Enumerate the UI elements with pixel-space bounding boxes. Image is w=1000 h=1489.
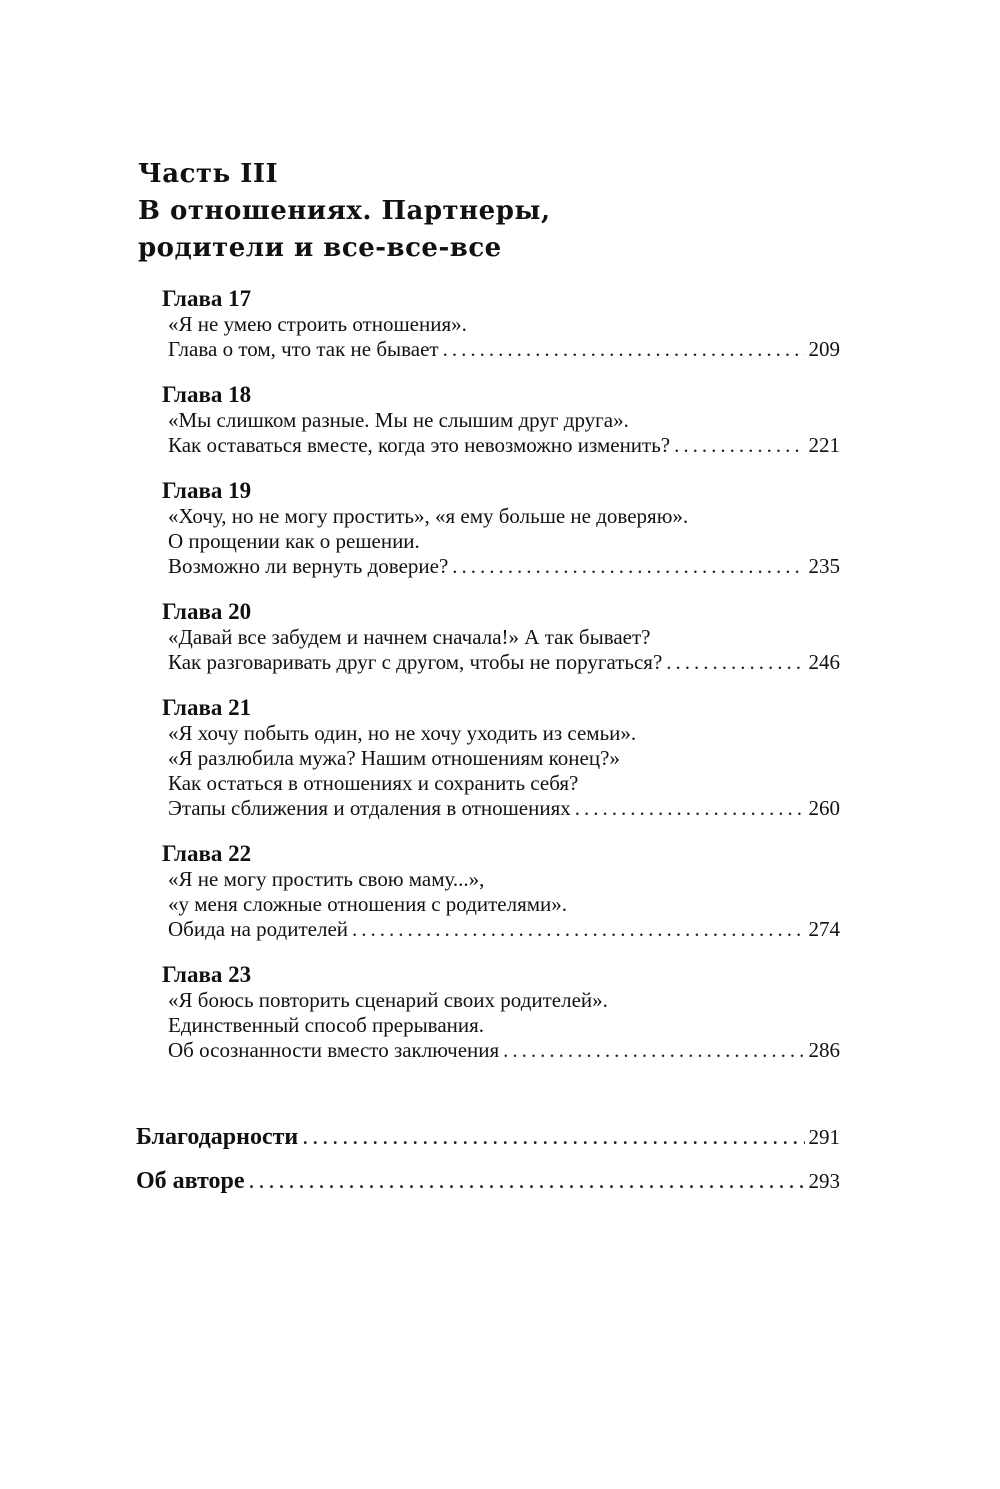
back-matter-list — [136, 1122, 840, 1210]
chapter-title-line: «Я не могу простить свою маму...», — [168, 867, 485, 891]
toc-entry-chapter-18[interactable] — [164, 382, 840, 458]
chapter-heading: Глава 18 — [162, 382, 252, 407]
chapter-title-last-line — [168, 433, 840, 458]
toc-entry-chapter-20[interactable] — [164, 599, 840, 675]
part-title — [138, 156, 858, 267]
chapter-title-line: «Я не умею строить отношения». — [168, 312, 467, 336]
dot-leader — [503, 1038, 804, 1063]
chapter-title-line: «Давай все забудем и начнем сначала!» А так бывает? — [168, 625, 651, 649]
chapter-title-line: «Я хочу побыть один, но не хочу уходить из семьи». — [168, 721, 637, 745]
chapter-heading: Глава 23 — [162, 962, 252, 987]
page-number: 286 — [808, 1038, 840, 1062]
page-number: 235 — [808, 554, 840, 578]
chapter-title-line: О прощении как о решении. — [168, 529, 420, 553]
part-subtitle-line-2: родители и все-все-все — [138, 233, 502, 263]
chapter-title-text: Глава о том, что так не бывает — [168, 337, 439, 361]
dot-leader — [666, 650, 804, 675]
chapter-title-text: Как разговаривать друг с другом, чтобы не поругаться? — [168, 650, 663, 674]
dot-leader — [352, 917, 804, 942]
page-number: 246 — [808, 650, 840, 674]
page-number: 209 — [808, 337, 840, 361]
chapter-title-last-line — [168, 917, 840, 942]
chapter-title-last-line — [168, 554, 840, 579]
dot-leader — [302, 1122, 804, 1152]
chapter-title-text: Об осознанности вместо заключения — [168, 1038, 500, 1062]
chapter-list — [164, 286, 840, 1083]
chapter-title-line: «Хочу, но не могу простить», «я ему больше не доверяю». — [168, 504, 689, 528]
chapter-title-line: «Я разлюбила мужа? Нашим отношениям конец?» — [168, 746, 620, 770]
chapter-heading: Глава 21 — [162, 695, 252, 720]
chapter-title-line: Единственный способ прерывания. — [168, 1013, 485, 1037]
page-number: 291 — [808, 1125, 840, 1149]
toc-entry-acknowledgements[interactable] — [136, 1122, 840, 1152]
chapter-title-line: «Мы слишком разные. Мы не слышим друг друга». — [168, 408, 629, 432]
chapter-heading: Глава 20 — [162, 599, 252, 624]
back-matter-label: Благодарности — [136, 1124, 299, 1150]
page-number: 274 — [808, 917, 840, 941]
dot-leader — [575, 796, 805, 821]
toc-entry-chapter-21[interactable] — [164, 695, 840, 821]
toc-entry-chapter-23[interactable] — [164, 962, 840, 1063]
toc-entry-chapter-19[interactable] — [164, 478, 840, 579]
toc-entry-chapter-22[interactable] — [164, 841, 840, 942]
chapter-title-text: Возможно ли вернуть доверие? — [168, 554, 449, 578]
chapter-title-line: Как остаться в отношениях и сохранить себя? — [168, 771, 579, 795]
chapter-heading: Глава 19 — [162, 478, 252, 503]
chapter-heading: Глава 22 — [162, 841, 252, 866]
chapter-title-last-line — [168, 796, 840, 821]
chapter-title-text: Как оставаться вместе, когда это невозможно изменить? — [168, 433, 671, 457]
chapter-title-line: «у меня сложные отношения с родителями». — [168, 892, 568, 916]
chapter-title-last-line — [168, 337, 840, 362]
chapter-title-last-line — [168, 1038, 840, 1063]
page-number: 293 — [808, 1169, 840, 1193]
page-number: 221 — [808, 433, 840, 457]
chapter-title-text: Обида на родителей — [168, 917, 349, 941]
chapter-title-line: «Я боюсь повторить сценарий своих родителей». — [168, 988, 608, 1012]
page-number: 260 — [808, 796, 840, 820]
back-matter-label: Об авторе — [136, 1168, 245, 1194]
chapter-title-last-line — [168, 650, 840, 675]
part-number: Часть III — [138, 159, 279, 189]
dot-leader — [674, 433, 804, 458]
dot-leader — [443, 337, 805, 362]
toc-entry-chapter-17[interactable] — [164, 286, 840, 362]
dot-leader — [249, 1166, 805, 1196]
chapter-heading: Глава 17 — [162, 286, 252, 311]
part-subtitle-line-1: В отношениях. Партнеры, — [138, 196, 551, 226]
toc-entry-about-author[interactable] — [136, 1166, 840, 1196]
dot-leader — [452, 554, 804, 579]
chapter-title-text: Этапы сближения и отдаления в отношениях — [168, 796, 571, 820]
